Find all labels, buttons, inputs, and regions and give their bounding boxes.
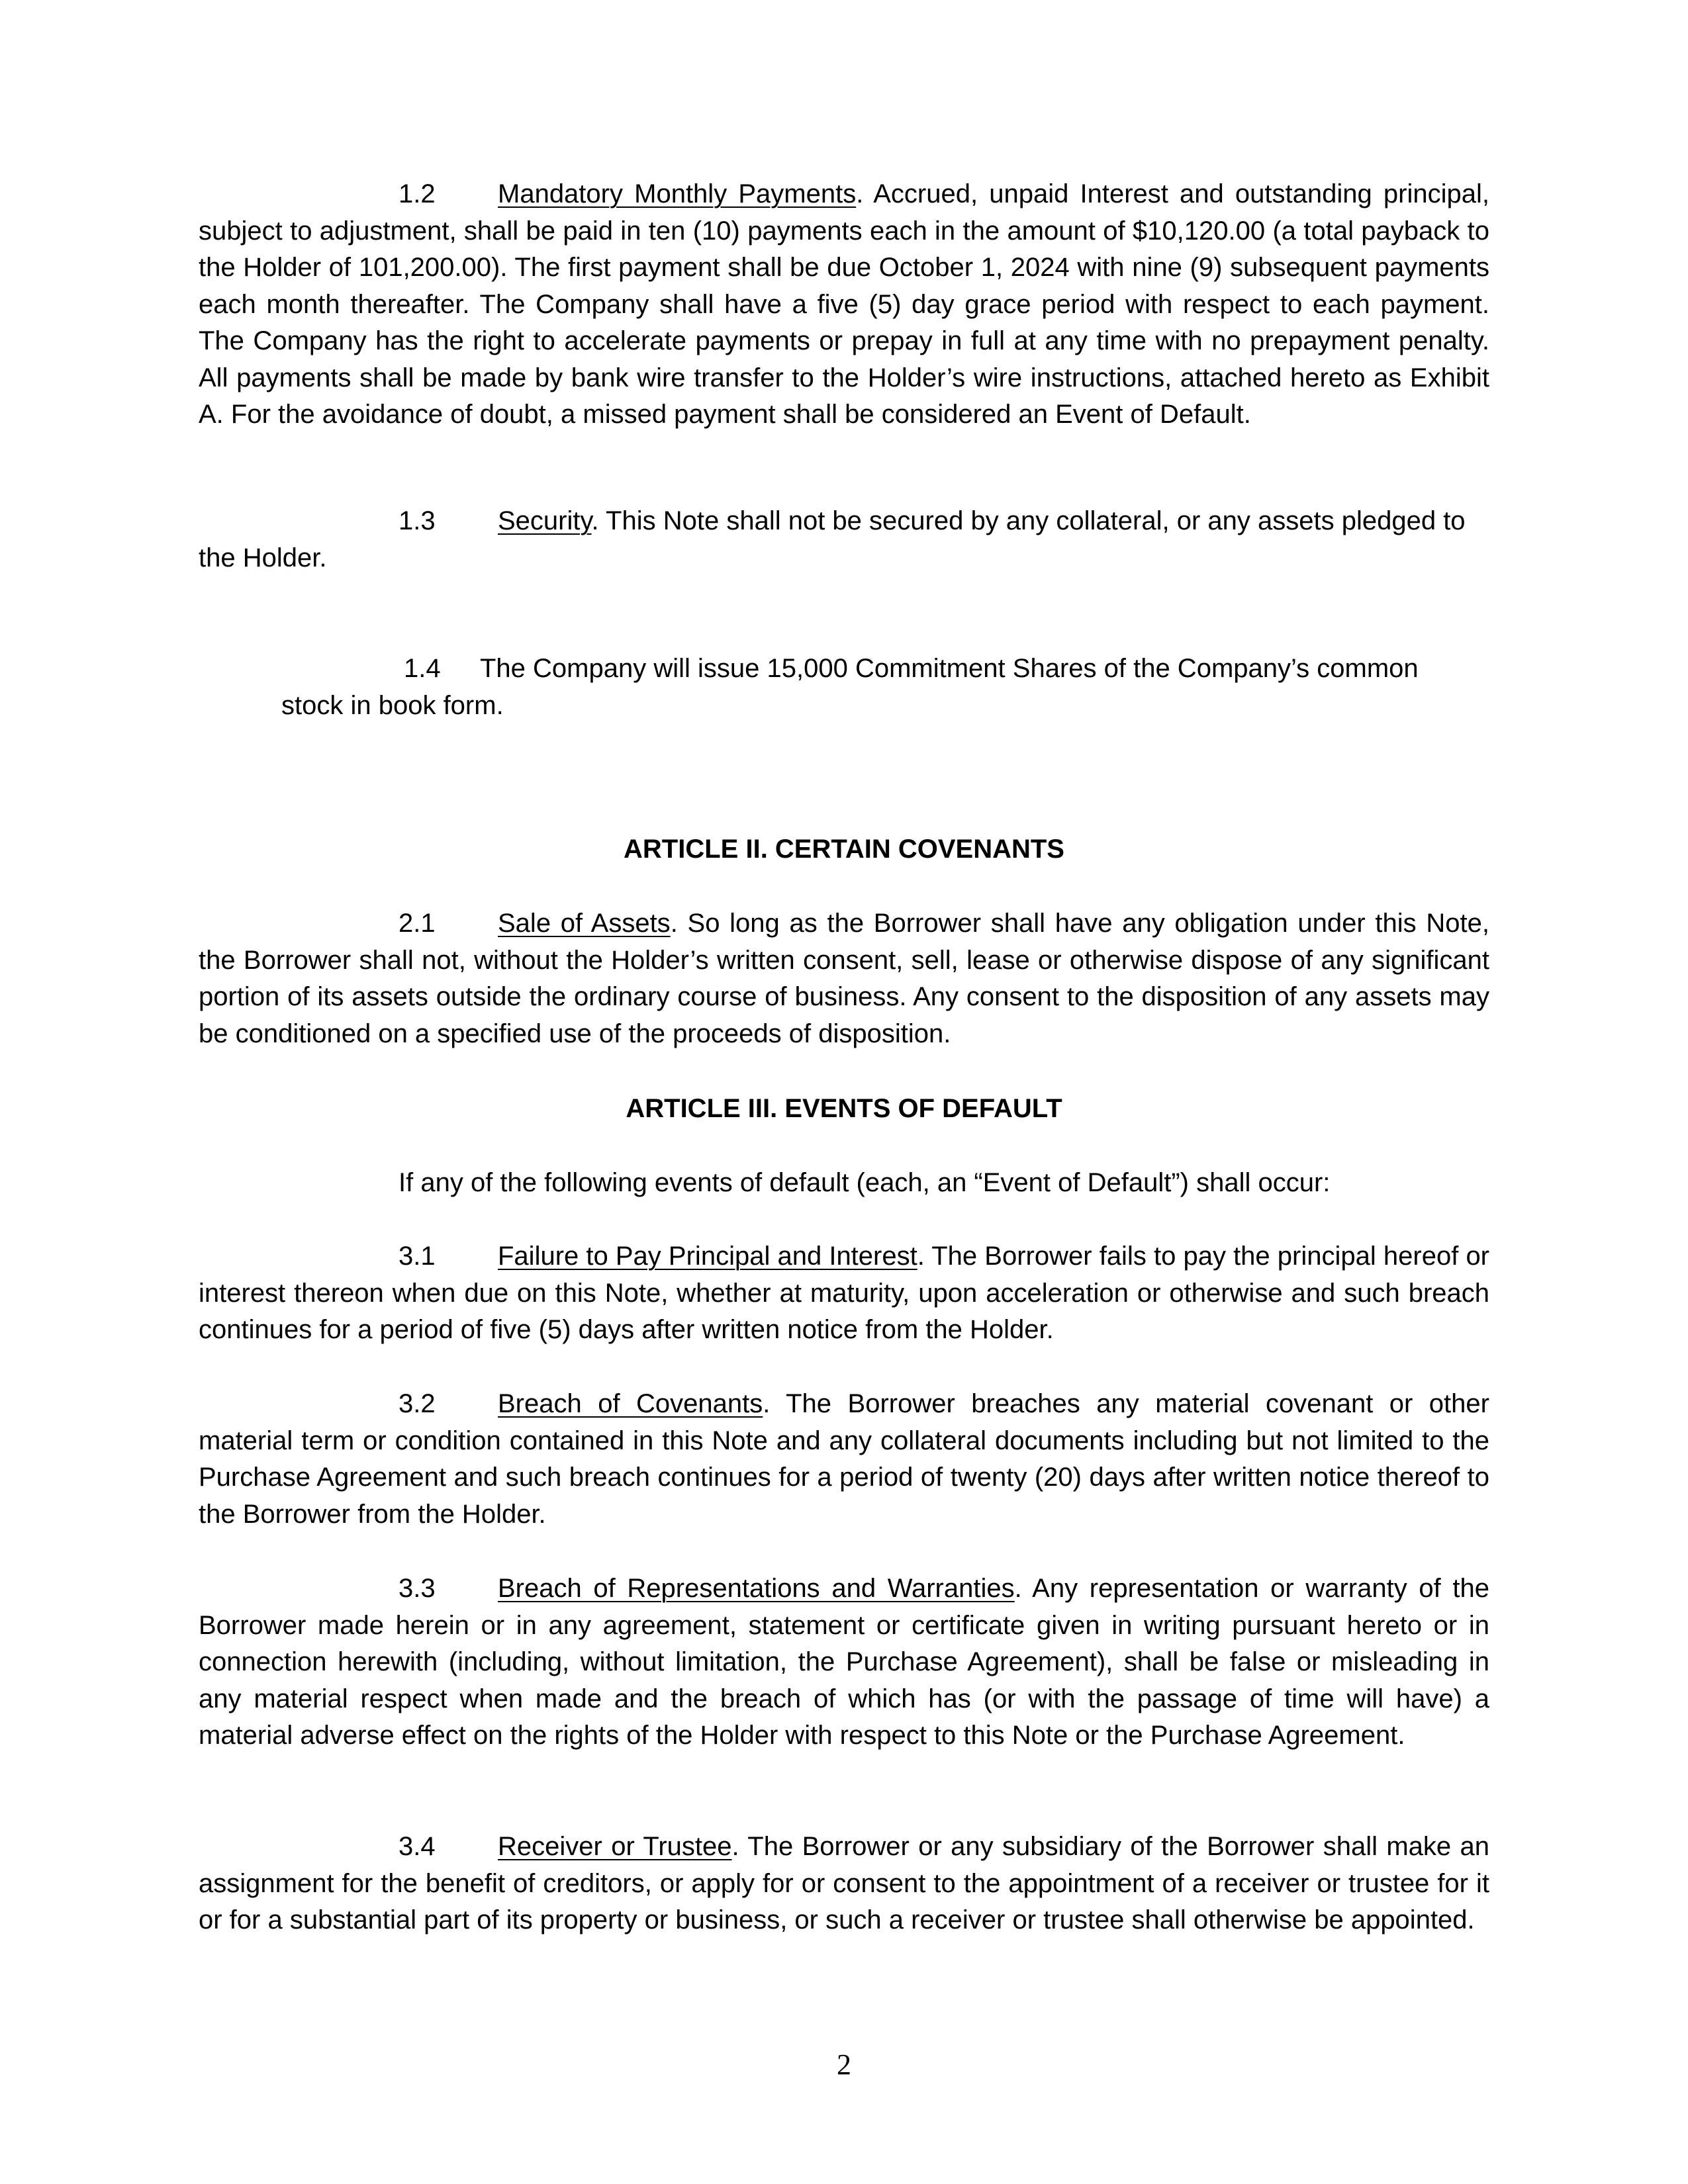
section-3-4 [199,1829,1489,1939]
section-number: 1.2 [399,179,436,208]
section-3-1 [199,1238,1489,1349]
section-text: . The Borrower or any subsidiary of the Borrower shall make an assignment for the benefit of creditors, or apply for or consent to the appointment of a receiver or trustee for it or for a substantial part of its property or business, or such a receiver or trustee shall otherwise be appointed. [199,1832,1490,1934]
section-text: . The Borrower fails to pay the principal hereof or interest thereon when due on this Note, whether at maturity, upon acceleration or otherwise and such breach continues for a period of five (5) days after written notice from the Holder. [199,1242,1490,1344]
section-number: 3.2 [399,1389,436,1418]
page-number: 2 [837,2048,851,2081]
section-caption: Breach of Covenants [498,1389,763,1418]
section-number: 3.4 [399,1832,436,1861]
section-1-2 [199,176,1489,433]
section-number: 2.1 [399,909,436,938]
article-2-heading: ARTICLE II. CERTAIN COVENANTS [624,835,1064,864]
section-text: . So long as the Borrower shall have any obligation under this Note, the Borrower shall not, without the Holder’s written consent, sell, lease or otherwise dispose of any significant portion of its assets outside the ordinary course of business. Any consent to the disposition of any assets may be conditioned on a specified use of the proceeds of disposition. [199,909,1489,1048]
section-caption: Sale of Assets [498,909,671,938]
section-number: 1.3 [399,506,436,535]
section-caption: Receiver or Trustee [498,1832,732,1861]
section-number: 1.4 [404,654,441,683]
section-2-1 [199,905,1489,1052]
section-text: . This Note shall not be secured by any collateral, or any assets pledged to the Holder. [199,506,1466,572]
section-text: . Any representation or warranty of the Borrower made herein or in any agreement, statement or certificate given in writing pursuant hereto or in connection herewith (including, without limitation, the Purchase Agreement), shall be false or misleading in any material respect when made and the breach of which has (or with the passage of time will have) a material adverse effect on the rights of the Holder with respect to this Note or the Purchase Agreement. [199,1574,1489,1750]
section-3-3 [199,1570,1489,1754]
section-caption: Failure to Pay Principal and Interest [498,1242,917,1271]
article-3-intro: If any of the following events of default (each, an “Event of Default”) shall occur: [399,1168,1331,1197]
section-text-line-1: The Company will issue 15,000 Commitment Shares of the Company’s common [480,654,1419,683]
section-caption: Security [498,506,592,535]
section-3-2 [199,1386,1489,1533]
section-1-3 [199,503,1473,576]
section-caption: Breach of Representations and Warranties [498,1574,1015,1603]
section-text: . The Borrower breaches any material covenant or other material term or condition contained in this Note and any collateral documents including but not limited to the Purchase Agreement and such breach continues for a period of twenty (20) days after written notice thereof to the Borrower from the Holder. [199,1389,1489,1529]
section-caption: Mandatory Monthly Payments [498,179,857,208]
section-number: 3.3 [399,1574,436,1603]
article-3-heading: ARTICLE III. EVENTS OF DEFAULT [626,1094,1062,1123]
section-text-line-2: stock in book form. [281,690,504,720]
section-1-4 [281,651,1506,724]
section-number: 3.1 [399,1242,436,1271]
section-text: . Accrued, unpaid Interest and outstanding principal, subject to adjustment, shall be paid in ten (10) payments each in the amount of $10,120.00 (a total payback to the Holder of 101,200.00). The first payment shall be due October 1, 2024 with nine (9) subsequent payments each month thereafter. The Company shall have a five (5) day grace period with respect to each payment. The Company has the right to accelerate payments or prepay in full at any time with no prepayment penalty. All payments shall be made by bank wire transfer to the Holder’s wire instructions, attached hereto as Exhibit A. For the avoidance of doubt, a missed payment shall be considered an Event of Default. [199,179,1489,429]
